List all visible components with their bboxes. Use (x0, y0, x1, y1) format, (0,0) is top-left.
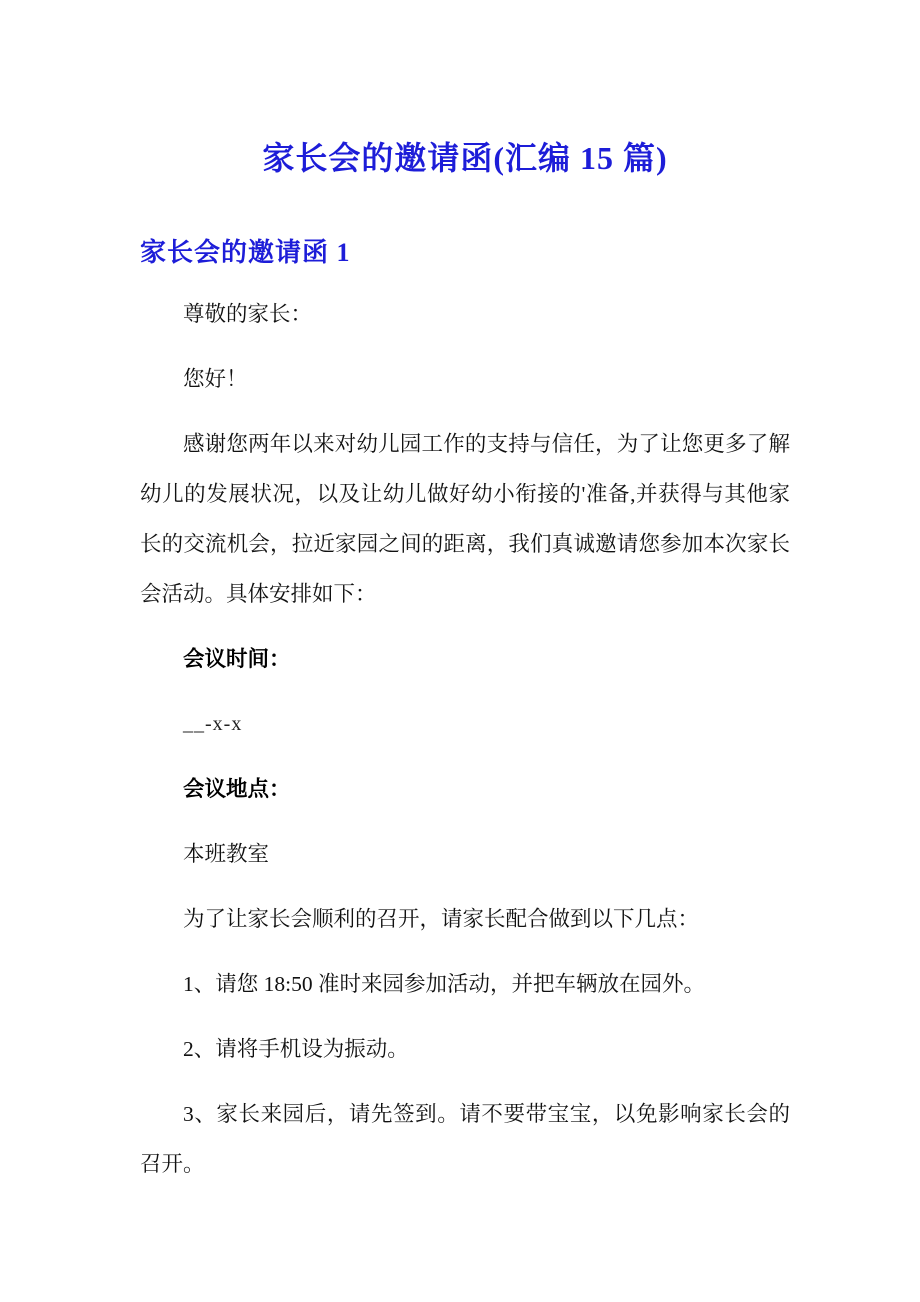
paragraph-greeting: 您好！ (183, 367, 248, 391)
document-body (140, 289, 790, 1189)
list-item-2: 2、请将手机设为振动。 (183, 1037, 409, 1061)
document-title: 家长会的邀请函(汇编 15 篇) (262, 140, 668, 176)
value-meeting-location: 本班教室 (183, 842, 270, 866)
label-meeting-location: 会议地点： (183, 777, 291, 801)
list-item-1: 1、请您 18:50 准时来园参加活动，并把车辆放在园外。 (183, 972, 705, 996)
paragraph-intro: 感谢您两年以来对幼儿园工作的支持与信任，为了让您更多了解幼儿的发展状况，以及让幼儿做好幼小衔接的'准备,并获得与其他家长的交流机会，拉近家园之间的距离，我们真诚邀请您参加本次家长会活动。具体安排如下： (140, 432, 790, 606)
paragraph-cooperation-intro: 为了让家长会顺利的召开，请家长配合做到以下几点： (183, 907, 700, 931)
label-meeting-time: 会议时间： (183, 647, 291, 671)
list-item-3: 3、家长来园后，请先签到。请不要带宝宝，以免影响家长会的召开。 (140, 1102, 790, 1176)
section-heading: 家长会的邀请函 1 (140, 238, 351, 267)
paragraph-salutation: 尊敬的家长： (183, 302, 313, 326)
value-meeting-time-placeholder: __-x-x (183, 713, 243, 735)
